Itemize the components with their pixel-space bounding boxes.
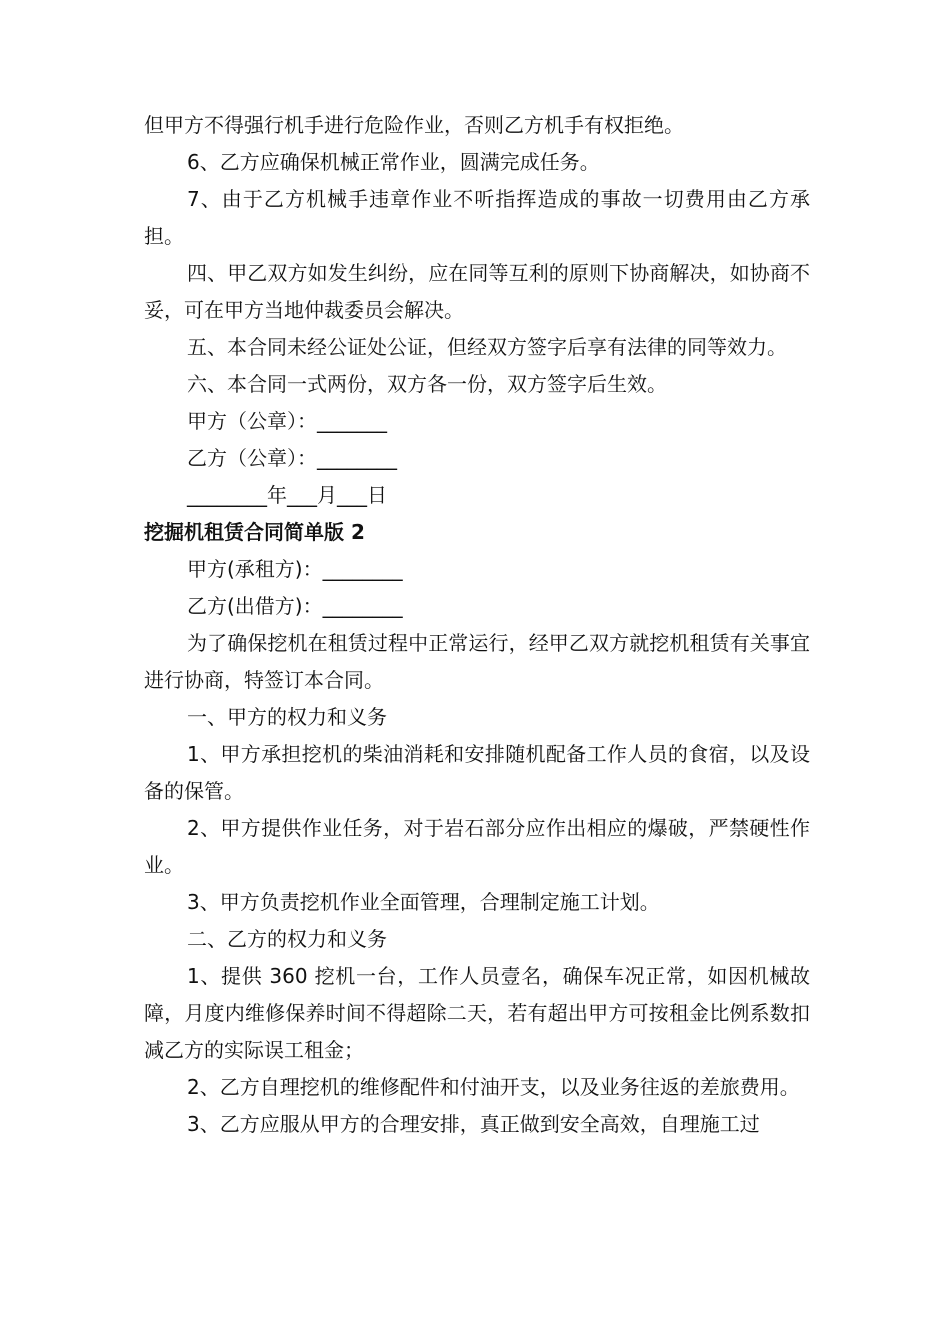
paragraph-2: 6、乙方应确保机械正常作业，圆满完成任务。 bbox=[187, 150, 600, 174]
paragraph-4: 四、甲乙双方如发生纠纷，应在同等互利的原则下协商解决，如协商不妥，可在甲方当地仲裁委员会解决。 bbox=[144, 261, 810, 322]
paragraph-intro: 为了确保挖机在租赁过程中正常运行，经甲乙双方就挖机租赁有关事宜进行协商，特签订本合同。 bbox=[144, 631, 810, 692]
paragraph-5: 五、本合同未经公证处公证，但经双方签字后享有法律的同等效力。 bbox=[187, 335, 787, 359]
clause-a-2: 2、甲方提供作业任务，对于岩石部分应作出相应的爆破，严禁硬性作业。 bbox=[144, 816, 810, 877]
clause-heading-party-b: 二、乙方的权力和义务 bbox=[187, 927, 387, 951]
party-b-seal-line: 乙方（公章）：________ bbox=[187, 446, 397, 470]
clause-b-3: 3、乙方应服从甲方的合理安排，真正做到安全高效，自理施工过 bbox=[187, 1112, 760, 1136]
clause-a-3: 3、甲方负责挖机作业全面管理，合理制定施工计划。 bbox=[187, 890, 660, 914]
document-body bbox=[144, 107, 810, 1143]
clause-a-1: 1、甲方承担挖机的柴油消耗和安排随机配备工作人员的食宿，以及设备的保管。 bbox=[144, 742, 810, 803]
paragraph-1: 但甲方不得强行机手进行危险作业，否则乙方机手有权拒绝。 bbox=[144, 113, 684, 137]
section-heading: 挖掘机租赁合同简单版 2 bbox=[144, 520, 365, 544]
paragraph-3: 7、由于乙方机械手违章作业不听指挥造成的事故一切费用由乙方承担。 bbox=[144, 187, 810, 248]
paragraph-6: 六、本合同一式两份，双方各一份，双方签字后生效。 bbox=[187, 372, 667, 396]
party-a-lessee-line: 甲方(承租方)：________ bbox=[187, 557, 403, 581]
clause-b-1: 1、提供 360 挖机一台，工作人员壹名，确保车况正常，如因机械故障，月度内维修保养时间不得超除二天，若有超出甲方可按租金比例系数扣减乙方的实际误工租金； bbox=[144, 964, 810, 1062]
date-line: ________年___月___日 bbox=[187, 483, 387, 507]
clause-heading-party-a: 一、甲方的权力和义务 bbox=[187, 705, 387, 729]
party-a-seal-line: 甲方（公章）：_______ bbox=[187, 409, 387, 433]
party-b-lessor-line: 乙方(出借方)：________ bbox=[187, 594, 403, 618]
clause-b-2: 2、乙方自理挖机的维修配件和付油开支，以及业务往返的差旅费用。 bbox=[187, 1075, 800, 1099]
